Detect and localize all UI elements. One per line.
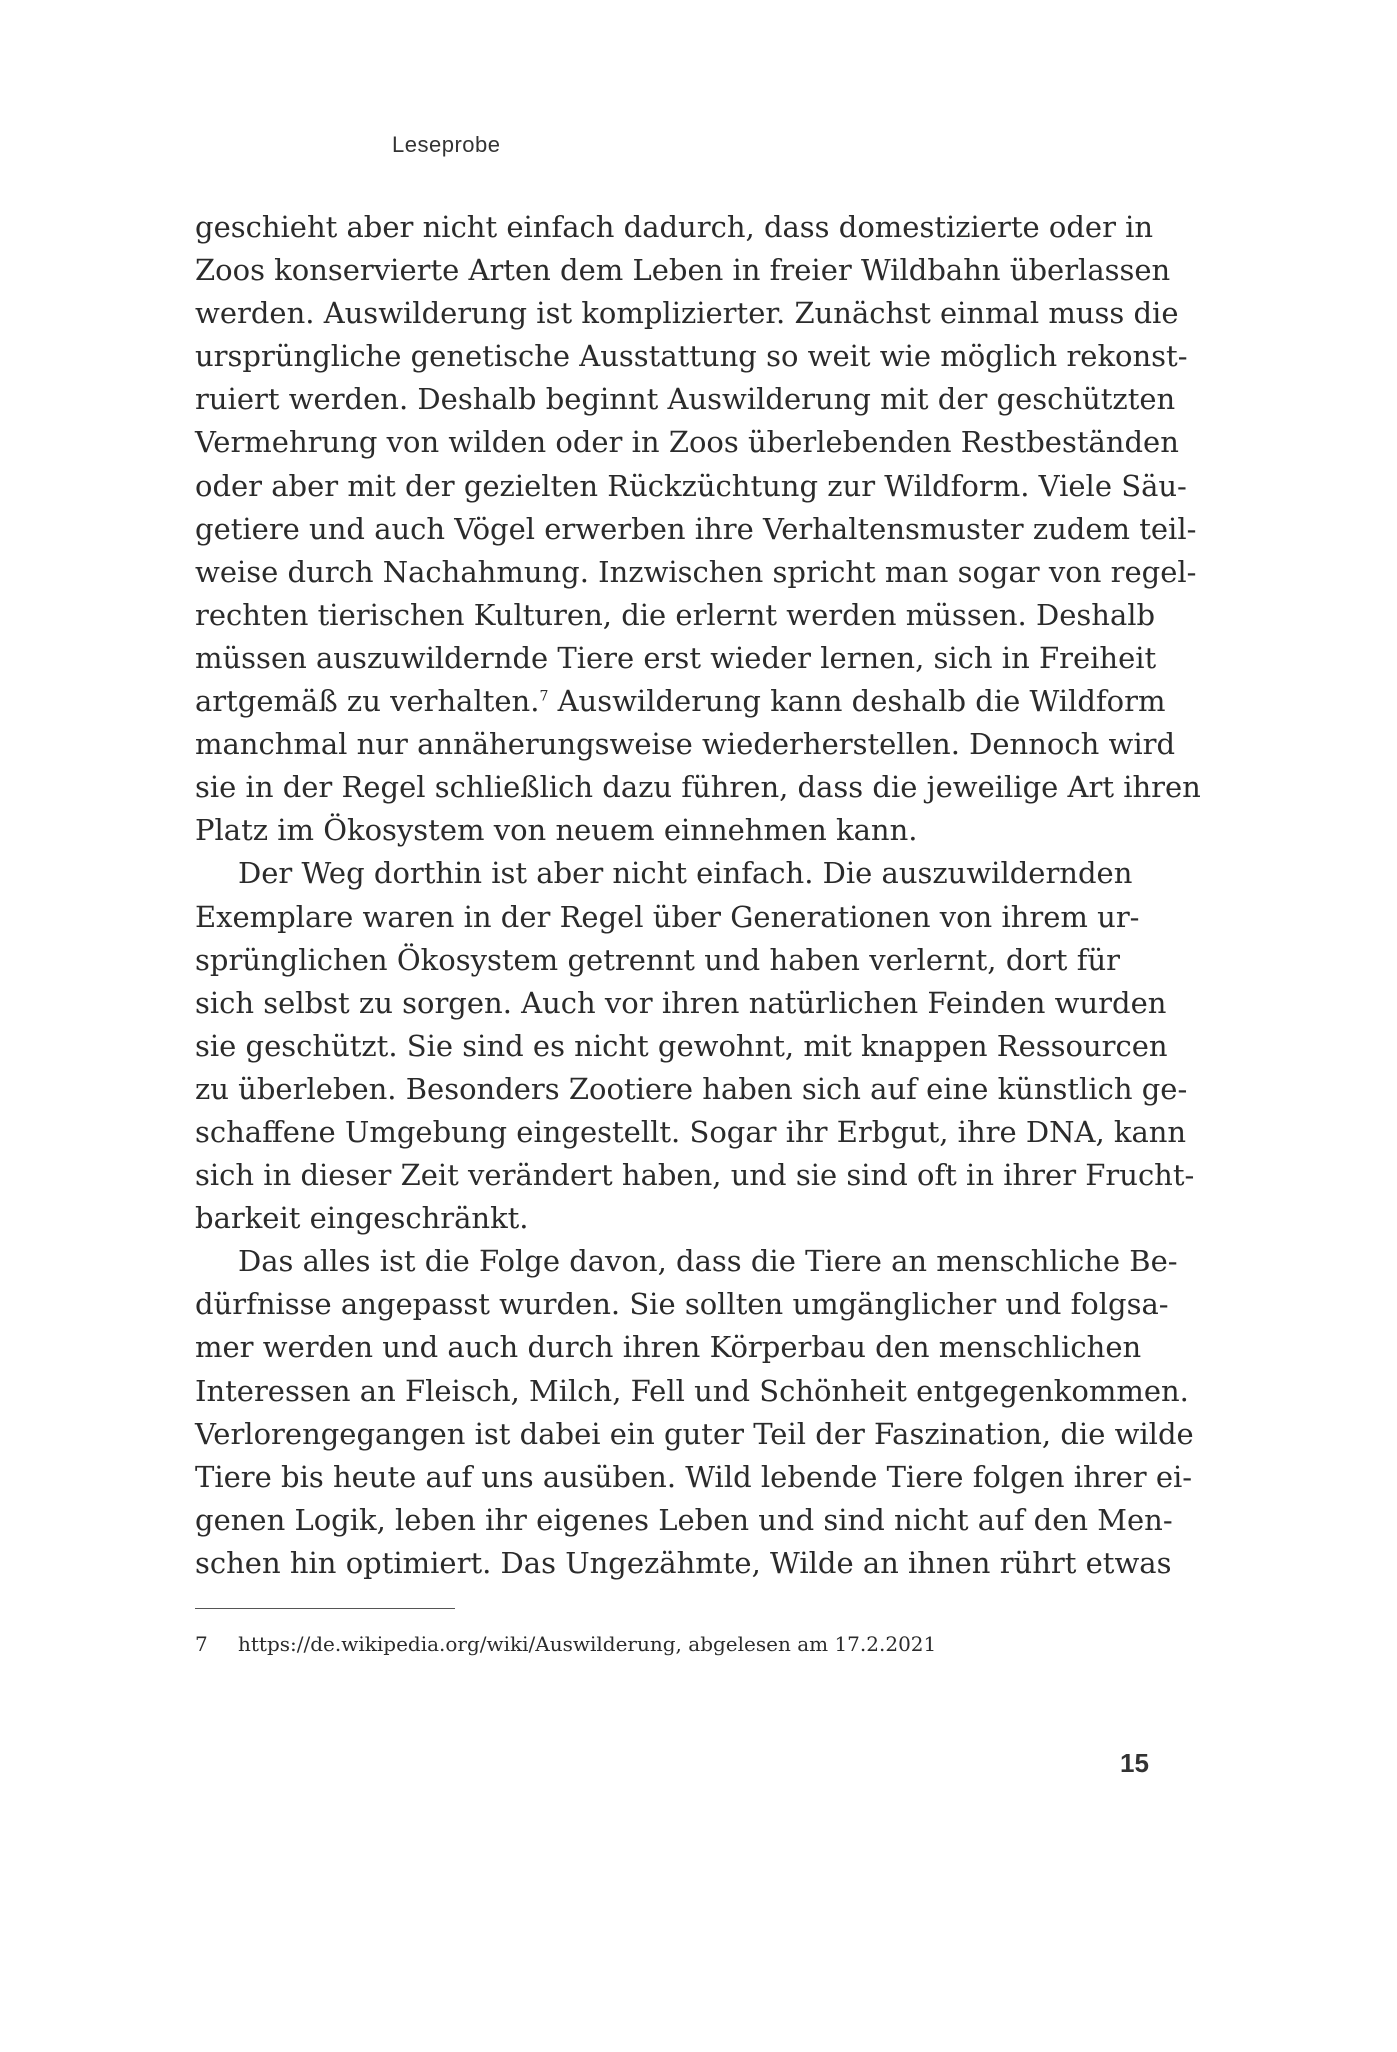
text-line: dürfnisse angepasst wurden. Sie sollten umgänglicher und folgsa- xyxy=(195,1287,1169,1322)
body-text xyxy=(195,206,1201,1585)
text-line: Platz im Ökosystem von neuem einnehmen kann. xyxy=(195,813,918,848)
text-line: Das alles ist die Folge davon, dass die Tiere an menschliche Be- xyxy=(238,1244,1178,1279)
text-line: zu überleben. Besonders Zootiere haben sich auf eine künstlich ge- xyxy=(195,1071,1188,1106)
text-line: Verlorengegangen ist dabei ein guter Teil der Faszination, die wilde xyxy=(195,1416,1194,1451)
text-line: weise durch Nachahmung. Inzwischen spricht man sogar von regel- xyxy=(195,554,1197,589)
text-line: barkeit eingeschränkt. xyxy=(195,1201,529,1236)
text-line: rechten tierischen Kulturen, die erlernt werden müssen. Deshalb xyxy=(195,597,1156,632)
page-number: 15 xyxy=(1120,1748,1149,1778)
footnote-text: https://de.wikipedia.org/wiki/Auswilderung, abgelesen am 17.2.2021 xyxy=(238,1632,937,1656)
footnote-number: 7 xyxy=(195,1632,208,1656)
text-line: mer werden und auch durch ihren Körperbau den menschlichen xyxy=(195,1330,1142,1365)
text-segment: artgemäß zu verhalten. xyxy=(195,684,540,719)
text-line: werden. Auswilderung ist komplizierter. Zunächst einmal muss die xyxy=(195,296,1179,331)
text-line: Exemplare waren in der Regel über Generationen von ihrem ur- xyxy=(195,899,1140,934)
text-line: manchmal nur annäherungsweise wiederherstellen. Dennoch wird xyxy=(195,727,1176,762)
footnote-divider xyxy=(195,1608,455,1609)
text-line: müssen auszuwildernde Tiere erst wieder lernen, sich in Freiheit xyxy=(195,640,1157,675)
text-line: ruiert werden. Deshalb beginnt Auswilderung mit der geschützten xyxy=(195,382,1176,417)
text-line-with-footnote xyxy=(195,680,1166,723)
text-segment: Auswilderung kann deshalb die Wildform xyxy=(548,684,1166,719)
text-line: sich in dieser Zeit verändert haben, und sie sind oft in ihrer Frucht- xyxy=(195,1158,1195,1193)
running-head: Leseprobe xyxy=(392,132,501,157)
text-line: geschieht aber nicht einfach dadurch, dass domestizierte oder in xyxy=(195,210,1154,244)
footnote-reference: 7 xyxy=(539,688,549,705)
text-line: oder aber mit der gezielten Rückzüchtung zur Wildform. Viele Säu- xyxy=(195,468,1187,503)
text-line: sie in der Regel schließlich dazu führen, dass die jeweilige Art ihren xyxy=(195,770,1201,805)
text-line: genen Logik, leben ihr eigenes Leben und sind nicht auf den Men- xyxy=(195,1502,1173,1537)
text-line: ursprüngliche genetische Ausstattung so weit wie möglich rekonst- xyxy=(195,339,1188,374)
text-line: sie geschützt. Sie sind es nicht gewohnt, mit knappen Ressourcen xyxy=(195,1028,1168,1063)
text-line: Vermehrung von wilden oder in Zoos überlebenden Restbeständen xyxy=(195,425,1179,460)
text-line: sich selbst zu sorgen. Auch vor ihren natürlichen Feinden wurden xyxy=(195,985,1167,1020)
text-line: sprünglichen Ökosystem getrennt und haben verlernt, dort für xyxy=(195,942,1120,977)
text-line: Der Weg dorthin ist aber nicht einfach. Die auszuwildernden xyxy=(238,856,1133,891)
footnote xyxy=(195,1632,936,1656)
text-line: Interessen an Fleisch, Milch, Fell und Schönheit entgegenkommen. xyxy=(195,1373,1189,1408)
text-line: Tiere bis heute auf uns ausüben. Wild lebende Tiere folgen ihrer ei- xyxy=(195,1459,1193,1494)
text-line: Zoos konservierte Arten dem Leben in freier Wildbahn überlassen xyxy=(195,253,1171,288)
text-line: schaffene Umgebung eingestellt. Sogar ihr Erbgut, ihre DNA, kann xyxy=(195,1114,1187,1149)
text-line: getiere und auch Vögel erwerben ihre Verhaltensmuster zudem teil- xyxy=(195,511,1197,546)
text-line: schen hin optimiert. Das Ungezähmte, Wilde an ihnen rührt etwas xyxy=(195,1545,1172,1580)
